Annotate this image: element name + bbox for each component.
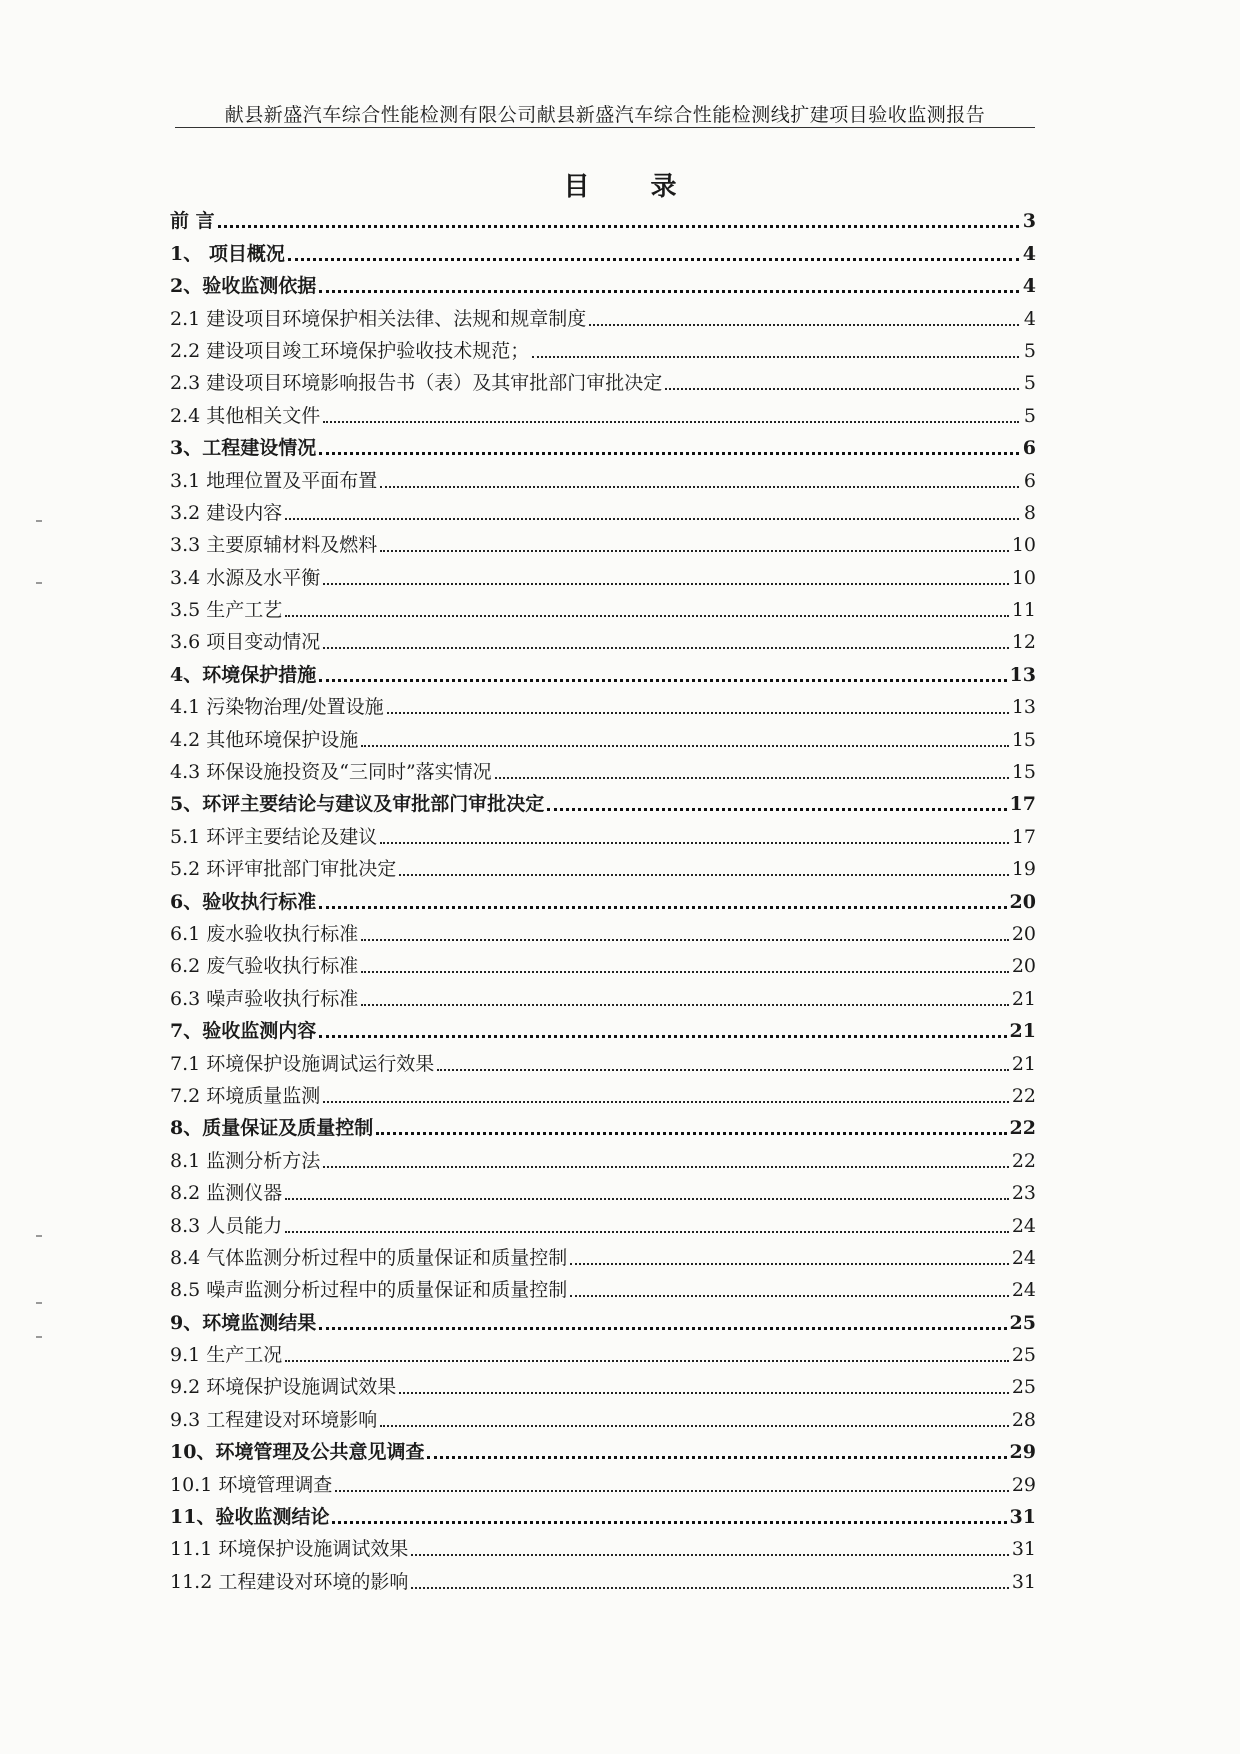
- scan-mark: [36, 1336, 42, 1338]
- toc-entry-label: 10.1 环境管理调查: [170, 1473, 333, 1496]
- toc-subsection-entry: [170, 1463, 1036, 1495]
- toc-dot-leader: [380, 486, 1019, 488]
- toc-subsection-entry: [170, 1560, 1036, 1592]
- toc-entry-label: 3.2 建设内容: [170, 501, 283, 524]
- toc-dot-leader: [285, 1198, 1009, 1200]
- toc-entry-page-number: 29: [1009, 1441, 1036, 1464]
- toc-dot-leader: [319, 290, 1019, 293]
- toc-section-entry: [170, 1496, 1036, 1528]
- toc-entry-label: 7、验收监测内容: [170, 1020, 317, 1043]
- toc-entry-page-number: 19: [1011, 858, 1036, 881]
- toc-entry-label: 4.1 污染物治理/处置设施: [170, 696, 384, 719]
- toc-entry-page-number: 24: [1011, 1214, 1036, 1237]
- toc-dot-leader: [532, 356, 1019, 358]
- toc-entry-page-number: 17: [1009, 793, 1036, 816]
- toc-dot-leader: [332, 1521, 1006, 1524]
- toc-dot-leader: [285, 518, 1019, 520]
- toc-entry-label: 8.4 气体监测分析过程中的质量保证和质量控制: [170, 1246, 568, 1269]
- toc-dot-leader: [361, 939, 1009, 941]
- toc-entry-label: 11.1 环境保护设施调试效果: [170, 1538, 409, 1561]
- toc-entry-page-number: 22: [1009, 1117, 1036, 1140]
- toc-subsection-entry: [170, 1528, 1036, 1560]
- toc-entry-page-number: 25: [1011, 1344, 1036, 1367]
- toc-entry-label: 8、质量保证及质量控制: [170, 1117, 374, 1140]
- toc-entry-page-number: 10: [1011, 566, 1036, 589]
- toc-entry-label: 5、环评主要结论与建议及审批部门审批决定: [170, 793, 545, 816]
- toc-entry-page-number: 22: [1011, 1084, 1036, 1107]
- toc-entry-label: 9.3 工程建设对环境影响: [170, 1408, 378, 1431]
- toc-dot-leader: [285, 1360, 1009, 1362]
- toc-entry-page-number: 5: [1023, 372, 1036, 395]
- toc-entry-page-number: 15: [1011, 728, 1036, 751]
- toc-entry-page-number: 12: [1011, 631, 1036, 654]
- toc-entry-label: 10、环境管理及公共意见调查: [170, 1441, 425, 1464]
- toc-subsection-entry: [170, 1075, 1036, 1107]
- toc-subsection-entry: [170, 815, 1036, 847]
- toc-dot-leader: [361, 745, 1009, 747]
- toc-entry-label: 9.1 生产工况: [170, 1344, 283, 1367]
- toc-entry-page-number: 31: [1011, 1538, 1036, 1561]
- toc-title: 目 录: [563, 172, 703, 202]
- toc-entry-label: 前 言: [170, 210, 215, 233]
- toc-subsection-entry: [170, 492, 1036, 524]
- toc-entry-page-number: 11: [1011, 599, 1036, 622]
- toc-entry-label: 3.1 地理位置及平面布置: [170, 469, 378, 492]
- toc-dot-leader: [399, 1392, 1009, 1394]
- toc-entry-page-number: 13: [1011, 696, 1036, 719]
- toc-subsection-entry: [170, 1334, 1036, 1366]
- toc-dot-leader: [427, 1456, 1006, 1459]
- toc-dot-leader: [319, 906, 1006, 909]
- toc-entry-label: 3.6 项目变动情况: [170, 631, 321, 654]
- toc-subsection-entry: [170, 621, 1036, 653]
- toc-dot-leader: [323, 647, 1009, 649]
- toc-entry-label: 11.2 工程建设对环境的影响: [170, 1570, 409, 1593]
- table-of-contents: [170, 200, 1036, 1593]
- toc-entry-page-number: 31: [1009, 1506, 1036, 1529]
- toc-dot-leader: [380, 1425, 1009, 1427]
- header-rule: [175, 127, 1035, 128]
- toc-entry-page-number: 4: [1022, 275, 1036, 298]
- toc-dot-leader: [437, 1069, 1009, 1071]
- toc-dot-leader: [323, 583, 1009, 585]
- toc-entry-page-number: 28: [1011, 1408, 1036, 1431]
- toc-entry-page-number: 4: [1023, 307, 1036, 330]
- toc-subsection-entry: [170, 1269, 1036, 1301]
- toc-entry-label: 7.1 环境保护设施调试运行效果: [170, 1052, 435, 1075]
- toc-dot-leader: [288, 258, 1019, 261]
- toc-dot-leader: [589, 324, 1019, 326]
- toc-section-entry: [170, 1107, 1036, 1139]
- toc-entry-page-number: 24: [1011, 1246, 1036, 1269]
- toc-entry-page-number: 25: [1011, 1376, 1036, 1399]
- toc-entry-page-number: 21: [1009, 1020, 1036, 1043]
- toc-subsection-entry: [170, 459, 1036, 491]
- scan-mark: [36, 1302, 42, 1304]
- toc-subsection-entry: [170, 556, 1036, 588]
- toc-subsection-entry: [170, 945, 1036, 977]
- toc-entry-page-number: 22: [1011, 1149, 1036, 1172]
- toc-entry-label: 3.3 主要原辅材料及燃料: [170, 534, 378, 557]
- toc-section-entry: [170, 200, 1036, 232]
- toc-entry-label: 8.5 噪声监测分析过程中的质量保证和质量控制: [170, 1279, 568, 1302]
- toc-entry-page-number: 6: [1023, 469, 1036, 492]
- toc-entry-label: 4.3 环保设施投资及“三同时”落实情况: [170, 761, 492, 784]
- toc-entry-page-number: 4: [1022, 242, 1036, 265]
- toc-entry-label: 2.2 建设项目竣工环境保护验收技术规范；: [170, 339, 530, 362]
- toc-dot-leader: [387, 712, 1009, 714]
- toc-entry-label: 3.5 生产工艺: [170, 599, 283, 622]
- toc-section-entry: [170, 1010, 1036, 1042]
- toc-dot-leader: [323, 421, 1019, 423]
- toc-subsection-entry: [170, 524, 1036, 556]
- toc-entry-label: 4.2 其他环境保护设施: [170, 728, 359, 751]
- toc-dot-leader: [285, 1231, 1009, 1233]
- toc-subsection-entry: [170, 1398, 1036, 1430]
- toc-dot-leader: [361, 971, 1009, 973]
- toc-subsection-entry: [170, 330, 1036, 362]
- toc-entry-label: 9.2 环境保护设施调试效果: [170, 1376, 397, 1399]
- toc-subsection-entry: [170, 718, 1036, 750]
- toc-section-entry: [170, 1301, 1036, 1333]
- toc-dot-leader: [380, 550, 1009, 552]
- scan-mark: [36, 582, 42, 584]
- toc-section-entry: [170, 265, 1036, 297]
- toc-subsection-entry: [170, 297, 1036, 329]
- toc-dot-leader: [380, 842, 1009, 844]
- toc-entry-page-number: 5: [1023, 404, 1036, 427]
- toc-subsection-entry: [170, 751, 1036, 783]
- toc-entry-label: 2.4 其他相关文件: [170, 404, 321, 427]
- toc-dot-leader: [399, 874, 1009, 876]
- toc-dot-leader: [361, 1004, 1009, 1006]
- toc-entry-page-number: 6: [1022, 437, 1036, 460]
- toc-entry-page-number: 31: [1011, 1570, 1036, 1593]
- toc-entry-page-number: 23: [1011, 1182, 1036, 1205]
- toc-dot-leader: [547, 808, 1006, 811]
- toc-subsection-entry: [170, 848, 1036, 880]
- toc-entry-page-number: 20: [1011, 922, 1036, 945]
- toc-subsection-entry: [170, 1366, 1036, 1398]
- toc-entry-page-number: 3: [1022, 210, 1036, 233]
- toc-dot-leader: [376, 1132, 1006, 1135]
- scan-mark: [36, 520, 42, 522]
- toc-dot-leader: [319, 1035, 1006, 1038]
- toc-section-entry: [170, 1431, 1036, 1463]
- toc-dot-leader: [411, 1554, 1008, 1556]
- toc-entry-label: 8.2 监测仪器: [170, 1182, 283, 1205]
- toc-entry-label: 6、验收执行标准: [170, 890, 317, 913]
- toc-subsection-entry: [170, 913, 1036, 945]
- toc-section-entry: [170, 427, 1036, 459]
- toc-entry-page-number: 10: [1011, 534, 1036, 557]
- toc-subsection-entry: [170, 686, 1036, 718]
- toc-dot-leader: [323, 1101, 1009, 1103]
- scan-mark: [36, 1235, 42, 1237]
- toc-entry-page-number: 5: [1023, 339, 1036, 362]
- toc-dot-leader: [495, 777, 1009, 779]
- toc-entry-label: 3、工程建设情况: [170, 437, 317, 460]
- toc-subsection-entry: [170, 1139, 1036, 1171]
- toc-dot-leader: [319, 1327, 1006, 1330]
- toc-subsection-entry: [170, 1042, 1036, 1074]
- toc-entry-label: 5.2 环评审批部门审批决定: [170, 858, 397, 881]
- toc-entry-page-number: 24: [1011, 1279, 1036, 1302]
- toc-dot-leader: [570, 1263, 1009, 1265]
- toc-subsection-entry: [170, 1172, 1036, 1204]
- toc-entry-page-number: 8: [1023, 501, 1036, 524]
- toc-entry-page-number: 21: [1011, 987, 1036, 1010]
- toc-entry-label: 5.1 环评主要结论及建议: [170, 825, 378, 848]
- toc-entry-label: 11、验收监测结论: [170, 1506, 330, 1529]
- toc-subsection-entry: [170, 394, 1036, 426]
- toc-entry-label: 2.1 建设项目环境保护相关法律、法规和规章制度: [170, 307, 587, 330]
- toc-entry-label: 6.3 噪声验收执行标准: [170, 987, 359, 1010]
- toc-entry-label: 7.2 环境质量监测: [170, 1084, 321, 1107]
- toc-dot-leader: [665, 388, 1019, 390]
- toc-dot-leader: [319, 679, 1006, 682]
- toc-subsection-entry: [170, 589, 1036, 621]
- toc-entry-label: 2.3 建设项目环境影响报告书（表）及其审批部门审批决定: [170, 372, 663, 395]
- toc-dot-leader: [218, 225, 1019, 228]
- toc-section-entry: [170, 232, 1036, 264]
- toc-subsection-entry: [170, 1204, 1036, 1236]
- toc-entry-page-number: 29: [1011, 1473, 1036, 1496]
- toc-entry-page-number: 13: [1009, 663, 1036, 686]
- toc-dot-leader: [285, 615, 1009, 617]
- toc-dot-leader: [570, 1295, 1009, 1297]
- toc-dot-leader: [411, 1587, 1008, 1589]
- toc-subsection-entry: [170, 977, 1036, 1009]
- toc-entry-label: 4、环境保护措施: [170, 663, 317, 686]
- toc-section-entry: [170, 783, 1036, 815]
- toc-entry-page-number: 21: [1011, 1052, 1036, 1075]
- toc-section-entry: [170, 653, 1036, 685]
- toc-entry-label: 6.1 废水验收执行标准: [170, 922, 359, 945]
- toc-subsection-entry: [170, 362, 1036, 394]
- toc-subsection-entry: [170, 1237, 1036, 1269]
- toc-dot-leader: [335, 1490, 1008, 1492]
- toc-entry-page-number: 20: [1009, 890, 1036, 913]
- toc-entry-label: 3.4 水源及水平衡: [170, 566, 321, 589]
- toc-dot-leader: [319, 452, 1019, 455]
- toc-entry-page-number: 25: [1009, 1311, 1036, 1334]
- toc-entry-label: 9、环境监测结果: [170, 1311, 317, 1334]
- toc-entry-label: 2、验收监测依据: [170, 275, 317, 298]
- toc-entry-label: 8.1 监测分析方法: [170, 1149, 321, 1172]
- toc-entry-label: 6.2 废气验收执行标准: [170, 955, 359, 978]
- toc-section-entry: [170, 880, 1036, 912]
- toc-entry-page-number: 20: [1011, 955, 1036, 978]
- toc-entry-label: 1、 项目概况: [170, 242, 285, 265]
- running-header: 献县新盛汽车综合性能检测有限公司献县新盛汽车综合性能检测线扩建项目验收监测报告: [224, 104, 986, 126]
- toc-dot-leader: [323, 1166, 1009, 1168]
- toc-entry-page-number: 17: [1011, 825, 1036, 848]
- toc-entry-page-number: 15: [1011, 761, 1036, 784]
- toc-entry-label: 8.3 人员能力: [170, 1214, 283, 1237]
